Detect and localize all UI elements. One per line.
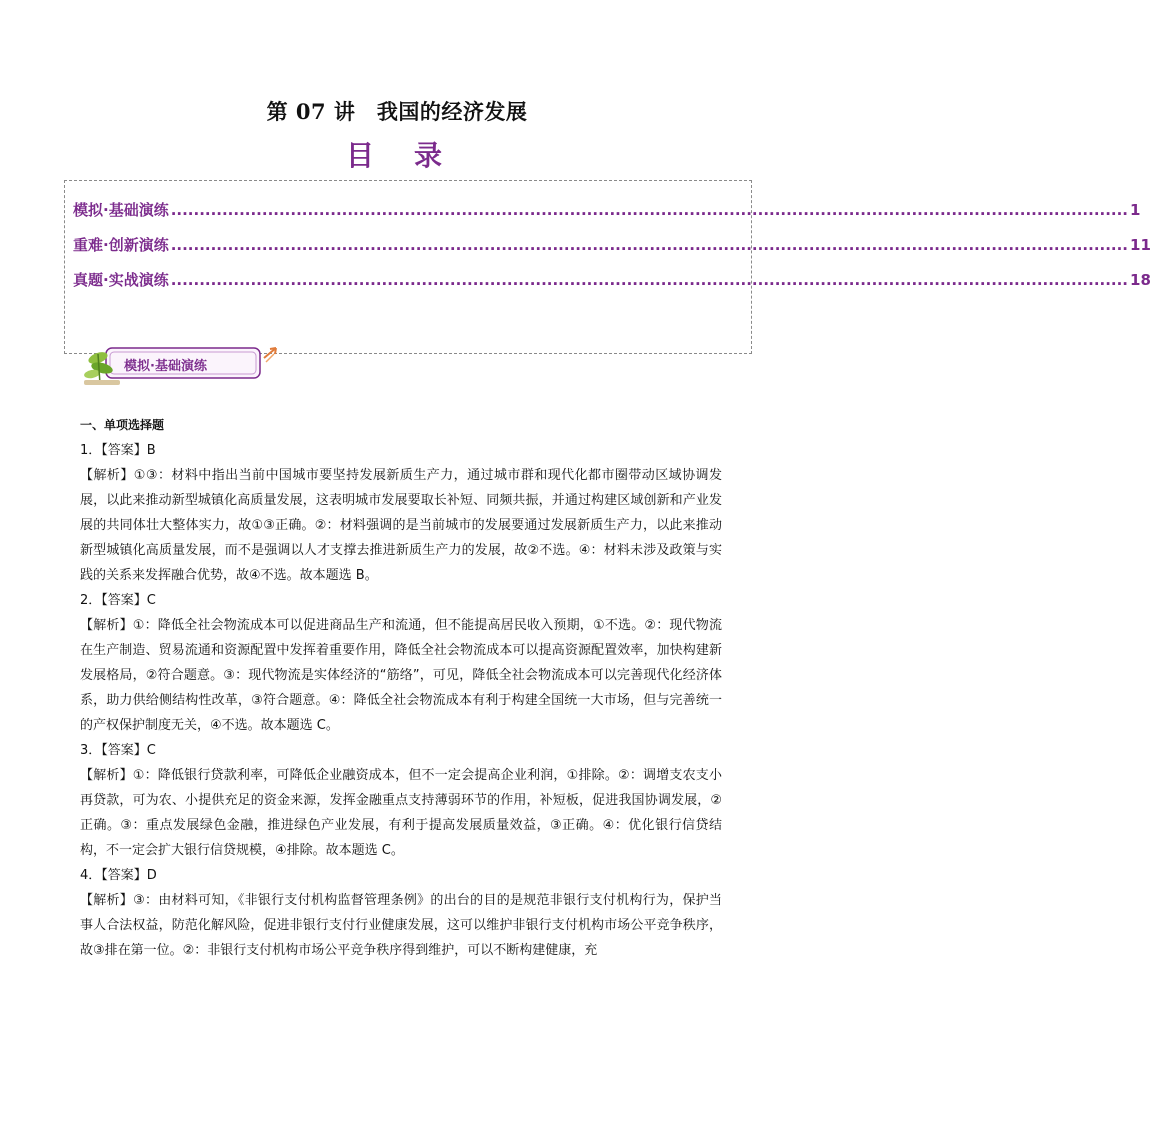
- toc-item[interactable]: [73, 199, 1141, 221]
- table-of-contents: [64, 180, 1151, 354]
- analysis-paragraph: 【解析】①：降低全社会物流成本可以促进商品生产和流通，但不能提高居民收入预期，①不选。②：现代物流在生产制造、贸易流通和资源配置中发挥着重要作用，降低全社会物流成本可以提高资源配置效率，加快构建新发展格局，②符合题意。③：现代物流是实体经济的“筋络”，可见，降低全社会物流成本可以完善现代化经济体系，助力供给侧结构性改革，③符合题意。④：降低全社会物流成本有利于构建全国统一大市场，但与完善统一的产权保护制度无关，④不选。故本题选 C。: [80, 618, 722, 733]
- analysis-paragraph: 【解析】①③：材料中指出当前中国城市要坚持发展新质生产力，通过城市群和现代化都市圈带动区域协调发展，以此来推动新型城镇化高质量发展，这表明城市发展要取长补短、同频共振，并通过构建区域创新和产业发展的共同体壮大整体实力，故①③正确。②：材料强调的是当前城市的发展要通过发展新质生产力，以此来推动新型城镇化高质量发展，而不是强调以人才支撑去推进新质生产力的发展，故②不选。④：材料未涉及政策与实践的关系来发挥融合优势，故④不选。故本题选 B。: [80, 468, 722, 583]
- toc-item[interactable]: [73, 269, 1151, 291]
- toc-leader-dots: ........................................................................................................................................................................: [170, 201, 1129, 219]
- toc-leader-dots: ........................................................................................................................................................................: [170, 271, 1129, 289]
- document-title: 第 07 讲 我国的经济发展: [266, 99, 528, 124]
- answer-line: 2．【答案】C: [80, 593, 156, 608]
- toc-item-label: 模拟·基础演练: [73, 201, 169, 219]
- toc-item-page: 1: [1130, 201, 1141, 219]
- answer-line: 1．【答案】B: [80, 443, 156, 458]
- toc-item-label: 重难·创新演练: [73, 236, 169, 254]
- analysis-paragraph: 【解析】①：降低银行贷款利率，可降低企业融资成本，但不一定会提高企业利润，①排除。②：调增支农支小再贷款，可为农、小提供充足的资金来源，发挥金融重点支持薄弱环节的作用，补短板，促进我国协调发展，②正确。③：重点发展绿色金融，推进绿色产业发展，有利于提高发展质量效益，③正确。④：优化银行信贷结构，不一定会扩大银行信贷规模，④排除。故本题选 C。: [80, 768, 722, 858]
- toc-item-page: 18: [1130, 271, 1151, 289]
- answer-content: [80, 413, 722, 963]
- section-banner: [80, 340, 290, 390]
- toc-item[interactable]: [73, 234, 1151, 256]
- toc-item-page: 11: [1130, 236, 1151, 254]
- toc-leader-dots: ........................................................................................................................................................................: [170, 236, 1129, 254]
- answer-line: 4．【答案】D: [80, 868, 157, 883]
- toc-item-label: 真题·实战演练: [73, 271, 169, 289]
- section-heading: 一、单项选择题: [80, 418, 165, 432]
- answer-line: 3．【答案】C: [80, 743, 156, 758]
- banner-label: 模拟·基础演练: [124, 359, 207, 374]
- analysis-paragraph: 【解析】③：由材料可知，《非银行支付机构监督管理条例》的出台的目的是规范非银行支付机构行为，保护当事人合法权益，防范化解风险，促进非银行支付行业健康发展，这可以维护非银行支付机构市场公平竞争秩序，故③排在第一位。②：非银行支付机构市场公平竞争秩序得到维护，可以不断构建健康，充: [80, 893, 722, 958]
- toc-heading: 目 录: [345, 139, 448, 172]
